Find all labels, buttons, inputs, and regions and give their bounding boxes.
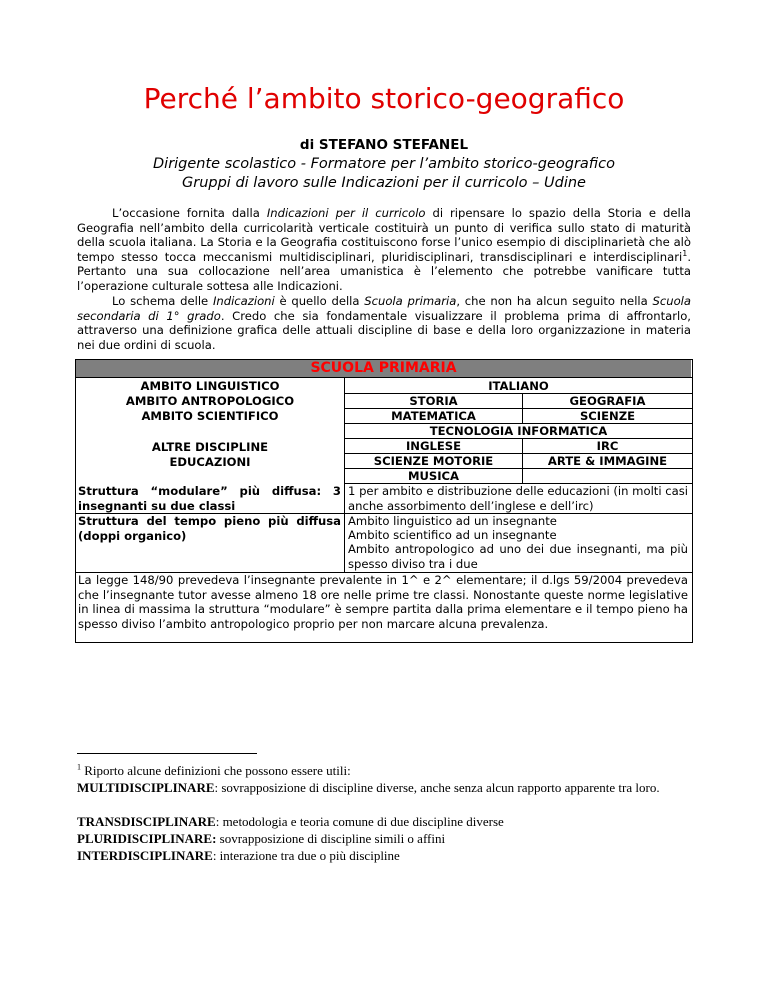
altre-discipline-label: ALTRE DISCIPLINE [151,440,269,454]
inglese-cell: INGLESE [405,439,462,453]
tempo-pieno-desc-2: Ambito scientifico ad un insegnante [348,528,557,542]
tempo-pieno-desc-1: Ambito linguistico ad un insegnante [348,514,557,528]
footnote-ref[interactable]: 1 [682,248,688,258]
tecnologia-cell: TECNOLOGIA INFORMATICA [429,424,608,438]
footnote-pluridisciplinare: PLURIDISCIPLINARE: sovrapposizione di discipline simili o affini [77,831,446,846]
educazioni-label: EDUCAZIONI [169,455,251,469]
musica-cell: MUSICA [407,469,460,483]
irc-cell: IRC [596,439,619,453]
footnote-transdisciplinare: TRANSDISCIPLINARE: metodologia e teoria comune di due discipline diverse [77,814,504,829]
document-title: Perché l’ambito storico-geografico [143,82,625,115]
italiano-cell: ITALIANO [488,379,549,393]
storia-cell: STORIA [409,394,458,408]
footnote-intro: $^1$ Riporto alcune definizioni che possono essere utili: [77,762,351,778]
scienze-cell: SCIENZE [579,409,636,423]
footnote-separator [77,753,257,754]
scienze-motorie-cell: SCIENZE MOTORIE [373,454,494,468]
legge-note: La legge 148/90 prevedeva l’insegnante prevalente in 1^ e 2^ elementare; il d.lgs 59/2004 prevedeva che l’insegnante tutor avesse almeno 18 ore nelle prime tre classi. Nonostante queste norme legislative in linea di massima la struttura “modulare” è sempre partita dalla prima elementare e il tempo pieno ha spesso diviso l’ambito antropologico proprio per non marcare alcuna prevalenza. [78,573,688,631]
struttura-modulare-desc: 1 per ambito e distribuzione delle educazioni (in molti casi anche assorbimento dell’inglese e dell’irc) [348,484,688,513]
footnote-interdisciplinare: INTERDISCIPLINARE: interazione tra due o più discipline [77,848,400,863]
tempo-pieno-label: Struttura del tempo pieno più diffusa (doppi organico) [78,514,341,543]
struttura-modulare-label: Struttura “modulare” più diffusa: 3 insegnanti su due classi [78,484,341,513]
author-role: Dirigente scolastico - Formatore per l’ambito storico-geografico [153,156,615,172]
geografia-cell: GEOGRAFIA [569,394,646,408]
footnote-multidisciplinare: MULTIDISCIPLINARE: sovrapposizione di discipline diverse, anche senza alcun rapporto apparente tra loro. [77,780,660,795]
ambito-linguistico-label: AMBITO LINGUISTICO [140,379,280,393]
tempo-pieno-desc-3: Ambito antropologico ad uno dei due insegnanti, ma più spesso diviso tra i due [348,542,688,571]
author-group: Gruppi di lavoro sulle Indicazioni per il curricolo – Udine [182,175,586,191]
matematica-cell: MATEMATICA [391,409,476,423]
ambito-scientifico-label: AMBITO SCIENTIFICO [141,409,279,423]
author-line: di STEFANO STEFANEL [299,137,469,153]
schema-paragraph: Lo schema delle Indicazioni è quello della Scuola primaria, che non ha alcun seguito nella Scuola secondaria di 1° grado. Credo che sia fondamentale visualizzare il problema prima di affrontarlo, attraverso una definizione grafica delle attuali discipline di base e della loro organizzazione in materia nei due ordini di scuola. [77,294,691,352]
ambito-antropologico-label: AMBITO ANTROPOLOGICO [125,394,295,408]
intro-paragraph: L’occasione fornita dalla Indicazioni per il curricolo di ripensare lo spazio della Storia e della Geografia nell’ambito della curricolarità verticale costituirà un punto di verifica sullo stato di maturità della scuola italiana. La Storia e la Geografia costituiscono forse l’unico esempio di disciplinarietà che alò tempo stesso tocca meccanismi multidisciplinari, pluridisciplinari, transdisciplinari e interdisciplinari$^1$. Pertanto una sua collocazione nell’area umanistica è l’elemento che potrebbe vanificare tutta l’operazione culturale sottesa alle Indicazioni. [77,206,692,293]
arte-immagine-cell: ARTE & IMMAGINE [547,454,668,468]
table-header-title: SCUOLA PRIMARIA [310,360,457,376]
